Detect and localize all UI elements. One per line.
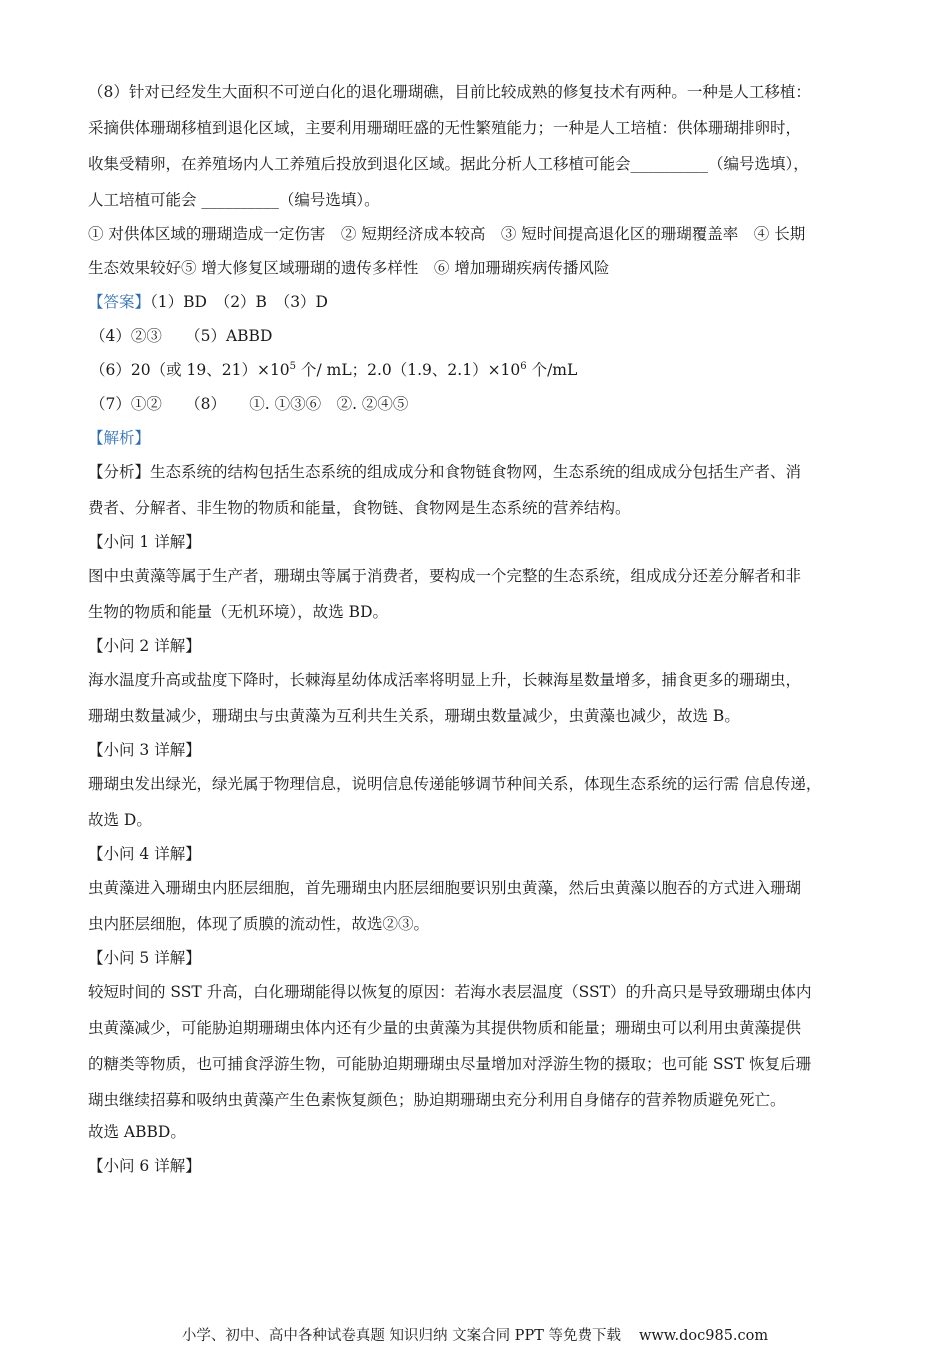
q4-heading: 【小问 4 详解】 [88, 845, 201, 863]
document-body [88, 82, 878, 1176]
q8-line-4: 人工培植可能会 __________（编号选填）。 [88, 191, 380, 209]
analysis-label: 【解析】 [88, 429, 151, 447]
q2-heading: 【小问 2 详解】 [88, 637, 201, 655]
answer-6-part-b: 个/ mL；2.0（1.9、2.1）×10 [296, 361, 521, 379]
q5-line-2: 虫黄藻减少，可能胁迫期珊瑚虫体内还有少量的虫黄藻为其提供物质和能量；珊瑚虫可以利用虫黄藻提供 [88, 1019, 802, 1037]
q1-line-1: 图中虫黄藻等属于生产者，珊瑚虫等属于消费者，要构成一个完整的生态系统，组成成分还差分解者和非 [88, 567, 802, 585]
q4-line-2: 虫内胚层细胞，体现了质膜的流动性，故选②③。 [88, 915, 430, 933]
q2-line-2: 珊瑚虫数量减少，珊瑚虫与虫黄藻为互利共生关系，珊瑚虫数量减少，虫黄藻也减少，故选 B。 [88, 707, 740, 725]
answer-line-1 [88, 292, 878, 312]
q5-line-3: 的糖类等物质，也可捕食浮游生物，可能胁迫期珊瑚虫尽量增加对浮游生物的摄取；也可能 SST 恢复后珊 [88, 1055, 812, 1073]
q1-heading: 【小问 1 详解】 [88, 533, 201, 551]
footer-text: 小学、初中、高中各种试卷真题 知识归纳 文案合同 PPT 等免费下载 [181, 1328, 621, 1344]
answer-6-exp-a: 5 [289, 361, 297, 372]
q2-line-1: 海水温度升高或盐度下降时，长棘海星幼体成活率将明显上升，长棘海星数量增多，捕食更多的珊瑚虫， [88, 671, 802, 689]
q8-line-1: （8）针对已经发生大面积不可逆白化的退化珊瑚礁，目前比较成熟的修复技术有两种。一种是人工移植： [88, 83, 811, 101]
page-footer [0, 1324, 950, 1345]
q3-heading: 【小问 3 详解】 [88, 741, 201, 759]
answer-line-3 [88, 360, 878, 380]
analysis-fenxi-line-1: 【分析】生态系统的结构包括生态系统的组成成分和食物链食物网，生态系统的组成成分包括生产者、消 [88, 463, 802, 481]
answer-text-1: （1）BD （2）B （3）D [150, 293, 328, 311]
q3-line-1: 珊瑚虫发出绿光，绿光属于物理信息，说明信息传递能够调节种间关系，体现生态系统的运行需 信息传递， [88, 775, 822, 793]
answer-6-part-a: （6）20（或 19、21）×10 [90, 361, 290, 379]
q5-heading: 【小问 5 详解】 [88, 949, 201, 967]
q8-options-line-2: 生态效果较好⑤ 增大修复区域珊瑚的遗传多样性 ⑥ 增加珊瑚疾病传播风险 [88, 259, 610, 277]
q8-line-3: 收集受精卵，在养殖场内人工养殖后投放到退化区域。据此分析人工移植可能会__________（编号选填）， [88, 155, 809, 173]
q8-line-2: 采摘供体珊瑚移植到退化区域，主要利用珊瑚旺盛的无性繁殖能力；一种是人工培植：供体珊瑚排卵时， [88, 119, 802, 137]
footer-site-link[interactable]: www.doc985.com [638, 1328, 769, 1344]
answer-6-exp-b: 6 [520, 361, 527, 372]
q8-options-line-1: ① 对供体区域的珊瑚造成一定伤害 ② 短期经济成本较高 ③ 短时间提高退化区的珊瑚覆盖率 ④ 长期 [88, 225, 806, 243]
answer-line-2: （4）②③ （5）ABBD [90, 327, 273, 345]
q6-heading: 【小问 6 详解】 [88, 1157, 201, 1175]
q1-line-2: 生物的物质和能量（无机环境），故选 BD。 [88, 603, 388, 621]
answer-line-4: （7）①② （8） ①. ①③⑥ ②. ②④⑤ [90, 395, 409, 413]
answer-6-part-c: 个/mL [526, 361, 578, 379]
q5-line-1: 较短时间的 SST 升高，白化珊瑚能得以恢复的原因：若海水表层温度（SST）的升高只是导致珊瑚虫体内 [88, 983, 812, 1001]
answer-label: 【答案】 [88, 293, 151, 311]
q4-line-1: 虫黄藻进入珊瑚虫内胚层细胞，首先珊瑚虫内胚层细胞要识别虫黄藻，然后虫黄藻以胞吞的方式进入珊瑚 [88, 879, 802, 897]
analysis-fenxi-line-2: 费者、分解者、非生物的物质和能量，食物链、食物网是生态系统的营养结构。 [88, 499, 631, 517]
q3-line-2: 故选 D。 [88, 811, 152, 829]
q5-line-4: 瑚虫继续招募和吸纳虫黄藻产生色素恢复颜色；胁迫期珊瑚虫充分利用自身储存的营养物质避免死亡。 [88, 1091, 786, 1109]
q5-line-5: 故选 ABBD。 [88, 1123, 186, 1141]
